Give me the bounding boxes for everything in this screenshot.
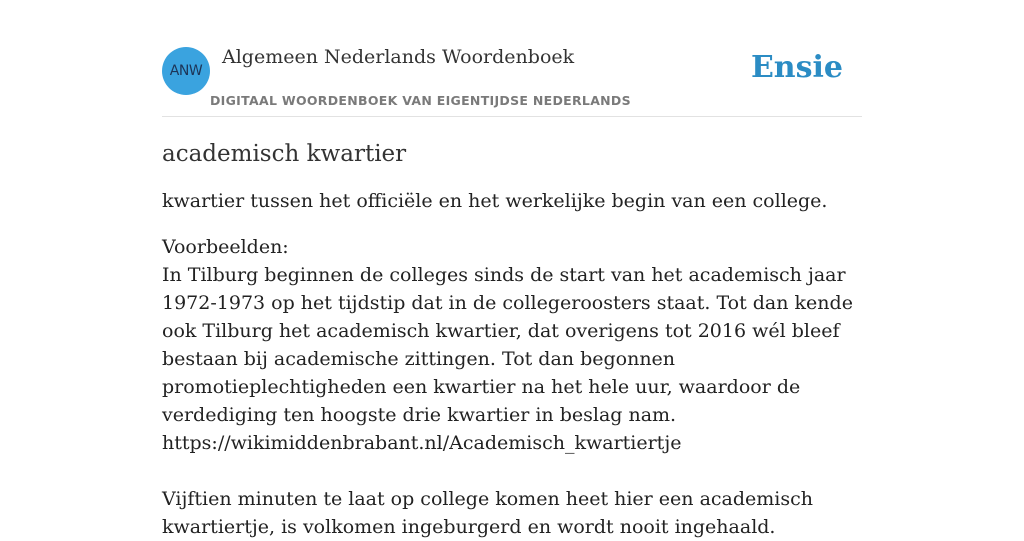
entry-content [162,137,862,541]
logo-text: ANW [169,63,203,79]
ensie-brand-logo[interactable]: Ensie [750,50,843,85]
site-title[interactable]: Algemeen Nederlands Woordenboek [222,46,575,68]
site-subtitle: DIGITAAL WOORDENBOEK VAN EIGENTIJDSE NEDERLANDS [210,93,631,108]
examples-list [162,261,862,541]
examples-label: Voorbeelden: [162,236,289,258]
anw-logo[interactable] [162,47,210,95]
example-text: In Tilburg beginnen de colleges sinds de start van het academisch jaar 1972-1973 op het tijdstip dat in de collegeroosters staat. Tot dan kende ook Tilburg het academisch kwartier, dat overigens tot 2016 wél bleef bestaan bij academische zittingen. Tot dan begonnen promotieplechtigheden een kwartier na het hele uur, waardoor de verdediging ten hoogste drie kwartier in beslag nam. [162,264,853,426]
entry-term: academisch kwartier [162,141,407,167]
example-text: Vijftien minuten te laat op college komen heet hier een academisch kwartiertje, is volkomen ingeburgerd en wordt nooit ingehaald. [162,488,813,538]
example-source-link[interactable]: https://wikimiddenbrabant.nl/Academisch_kwartiertje [162,432,682,454]
example-item [162,261,862,457]
site-header [162,0,862,117]
example-item [162,485,862,541]
entry-definition: kwartier tussen het officiële en het werkelijke begin van een college. [162,190,828,212]
